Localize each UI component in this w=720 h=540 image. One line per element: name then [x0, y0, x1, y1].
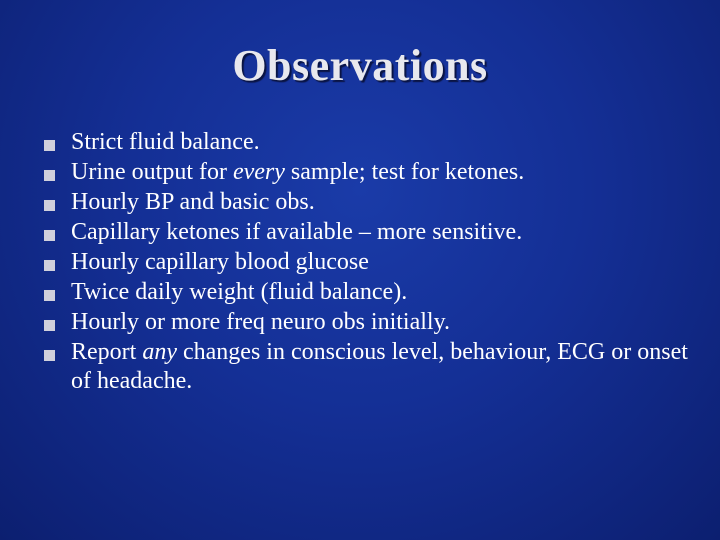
square-bullet-icon: [44, 230, 55, 241]
square-bullet-icon: [44, 320, 55, 331]
bullet-text: Hourly or more freq neuro obs initially.: [71, 309, 451, 335]
bullet-text: Hourly BP and basic obs.: [71, 189, 315, 215]
bullet-text: Urine output for every sample; test for ketones.: [71, 159, 525, 185]
bullet-list: [44, 128, 694, 397]
bullet-item: [44, 248, 694, 277]
bullet-item: [44, 128, 694, 157]
bullet-item: [44, 338, 694, 396]
square-bullet-icon: [44, 170, 55, 181]
square-bullet-icon: [44, 140, 55, 151]
bullet-item: [44, 218, 694, 247]
bullet-item: [44, 308, 694, 337]
bullet-item: [44, 278, 694, 307]
bullet-text: Twice daily weight (fluid balance).: [71, 279, 408, 305]
square-bullet-icon: [44, 200, 55, 211]
bullet-item: [44, 158, 694, 187]
bullet-text: Strict fluid balance.: [71, 129, 260, 155]
square-bullet-icon: [44, 260, 55, 271]
bullet-text: Hourly capillary blood glucose: [71, 249, 369, 275]
bullet-item: [44, 188, 694, 217]
slide-title: Observations: [232, 41, 488, 90]
square-bullet-icon: [44, 350, 55, 361]
bullet-text: Report any changes in conscious level, behaviour, ECG or onset of headache.: [71, 339, 688, 394]
bullet-text: Capillary ketones if available – more sensitive.: [71, 219, 523, 245]
square-bullet-icon: [44, 290, 55, 301]
